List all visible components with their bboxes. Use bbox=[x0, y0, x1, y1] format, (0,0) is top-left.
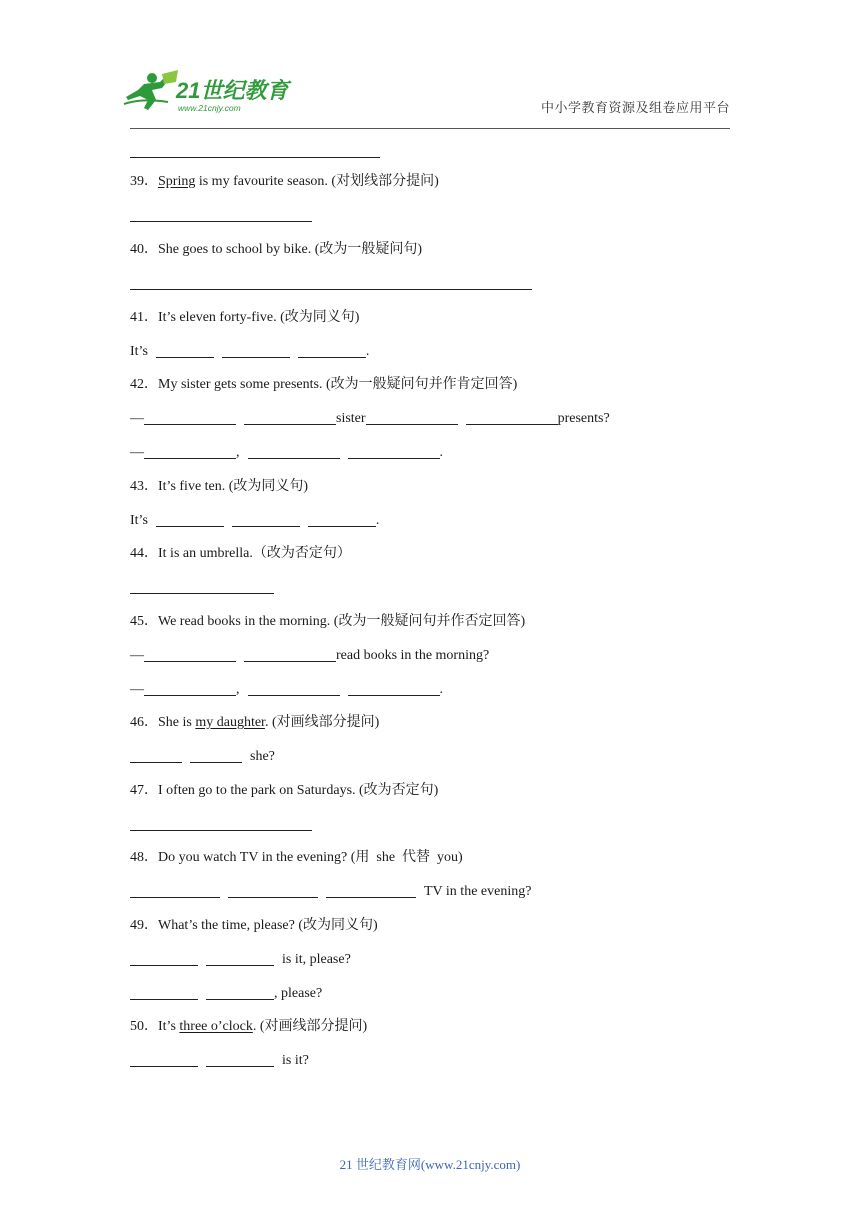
answer-45-reply: — , . bbox=[130, 682, 443, 697]
runner-logo-icon bbox=[122, 70, 292, 114]
header-platform-text: 中小学教育资源及组卷应用平台 bbox=[540, 100, 730, 115]
svg-text:www.21cnjy.com: www.21cnjy.com bbox=[178, 103, 241, 113]
answer-47 bbox=[130, 815, 312, 835]
answer-45-question: — read books in the morning? bbox=[130, 648, 490, 663]
question-42: 42．My sister gets some presents. (改为一般疑问句并作肯定回答) bbox=[130, 377, 518, 392]
answer-48: TV in the evening? bbox=[130, 882, 531, 902]
question-43: 43．It’s five ten. (改为同义句) bbox=[130, 479, 309, 494]
answer-49-a: is it, please? bbox=[130, 950, 351, 970]
answer-44 bbox=[130, 578, 274, 598]
question-44: 44．It is an umbrella.（改为否定句） bbox=[130, 546, 351, 561]
header-rule bbox=[130, 128, 730, 129]
answer-40 bbox=[130, 274, 532, 294]
answer-49-b: , please? bbox=[130, 984, 322, 1004]
answer-line bbox=[130, 142, 380, 162]
question-47: 47．I often go to the park on Saturdays. (改为否定句) bbox=[130, 783, 439, 798]
question-46: 46．She is my daughter. (对画线部分提问) bbox=[130, 715, 380, 730]
svg-text:21世纪教育: 21世纪教育 bbox=[176, 78, 289, 103]
answer-42-reply: — , . bbox=[130, 445, 443, 460]
question-48: 48．Do you watch TV in the evening? (用 she 代替 you) bbox=[130, 850, 463, 865]
answer-41: It’s . bbox=[130, 344, 370, 359]
question-40: 40．She goes to school by bike. (改为一般疑问句) bbox=[130, 242, 423, 257]
answer-46: she? bbox=[130, 747, 275, 767]
footer-site-link[interactable]: 21 世纪教育网(www.21cnjy.com) bbox=[339, 1157, 521, 1172]
answer-43: It’s . bbox=[130, 513, 380, 528]
question-41: 41．It’s eleven forty-five. (改为同义句) bbox=[130, 310, 360, 325]
question-45: 45．We read books in the morning. (改为一般疑问句并作否定回答) bbox=[130, 614, 526, 629]
question-49: 49．What’s the time, please? (改为同义句) bbox=[130, 918, 378, 933]
answer-42-question: — sister presents? bbox=[130, 411, 610, 426]
answer-39 bbox=[130, 206, 312, 226]
question-39: 39．Spring is my favourite season. (对划线部分提问) bbox=[130, 174, 439, 189]
question-50: 50．It’s three o’clock. (对画线部分提问) bbox=[130, 1019, 368, 1034]
answer-50: is it? bbox=[130, 1051, 309, 1071]
site-logo bbox=[122, 70, 292, 114]
